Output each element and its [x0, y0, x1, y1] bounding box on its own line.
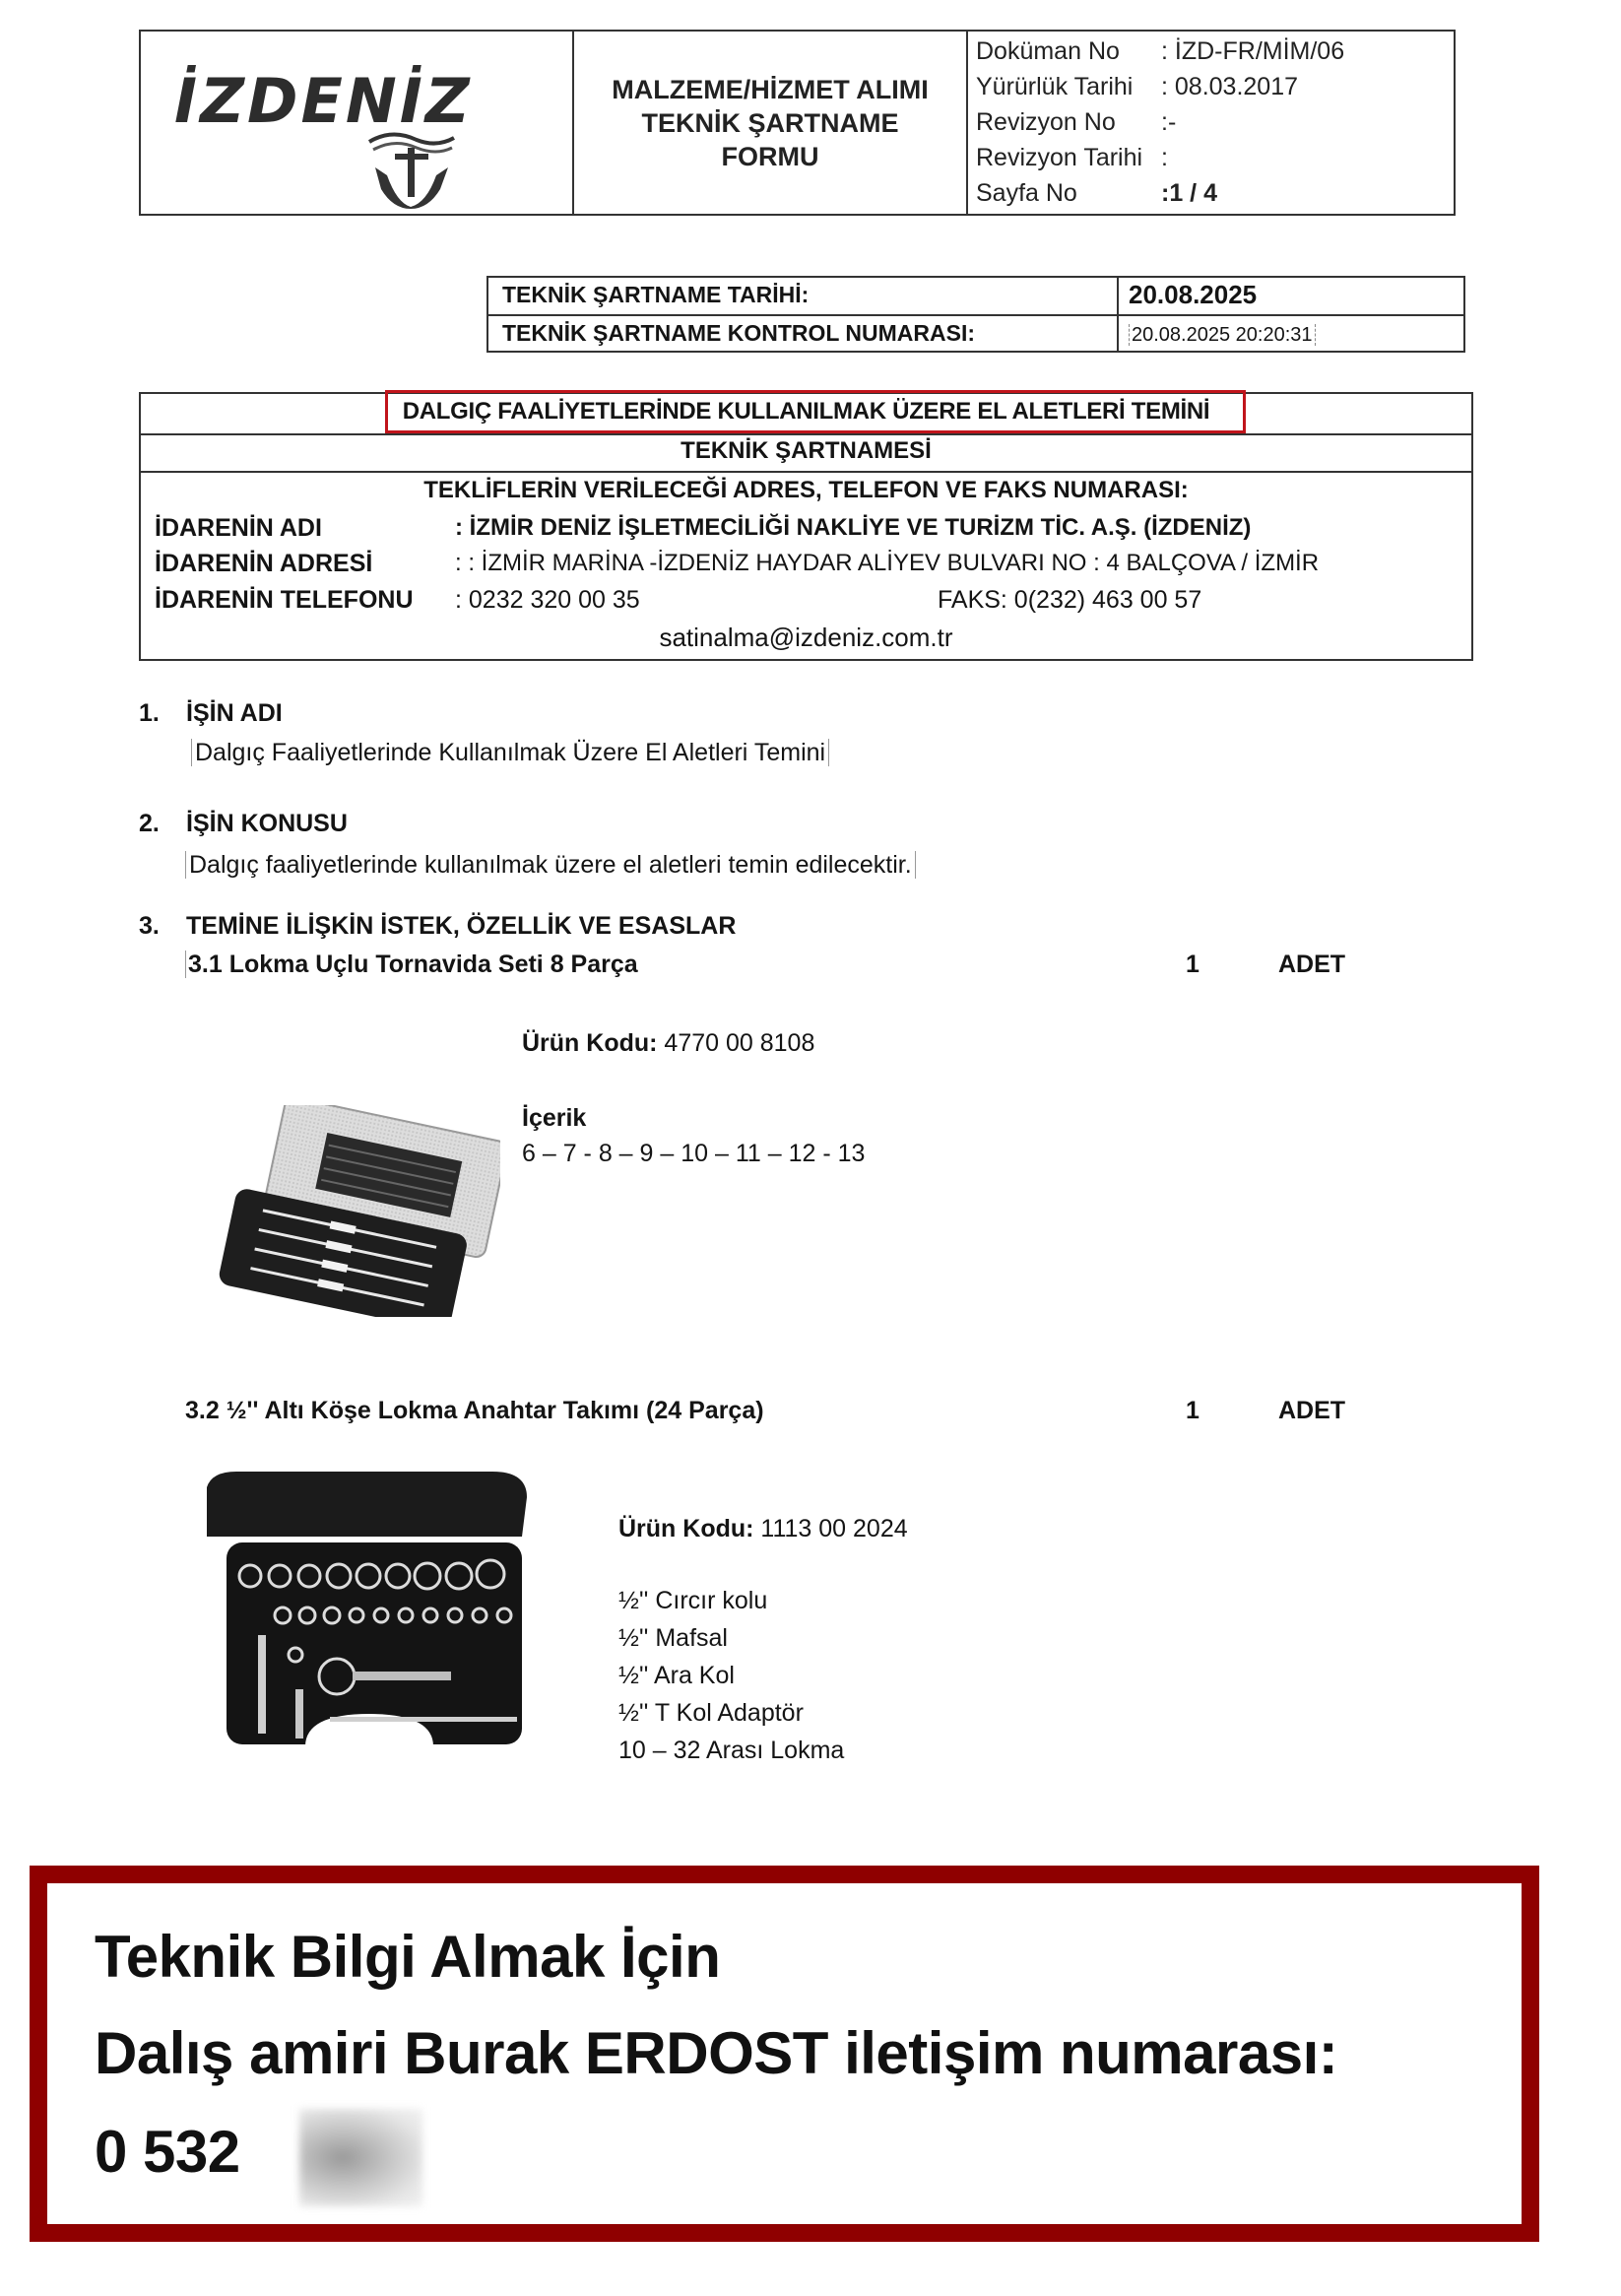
- content-item: ½'' Mafsal: [618, 1624, 728, 1652]
- institution-name-row: [155, 514, 1251, 543]
- institution-name-label: İDARENİN ADI: [155, 514, 322, 542]
- form-title-line-1: MALZEME/HİZMET ALIMI: [612, 74, 929, 104]
- form-title: [574, 32, 968, 214]
- meta-revision-no: Revizyon No :-: [976, 108, 1177, 136]
- meta-revision-date: Revizyon Tarihi :: [976, 144, 1168, 171]
- spec-date-value: 20.08.2025: [1129, 280, 1258, 309]
- institution-phone-value: : 0232 320 00 35: [455, 586, 640, 614]
- company-logo-text: İZDENİZ: [174, 65, 473, 137]
- content-item: ½'' T Kol Adaptör: [618, 1699, 804, 1727]
- item-3-1-unit: ADET: [1278, 951, 1346, 978]
- institution-address-row: [155, 550, 1319, 578]
- item-3-1-title: 3.1 Lokma Uçlu Tornavida Seti 8 Parça: [185, 951, 638, 979]
- institution-info-box: [139, 392, 1473, 661]
- spec-date-row: [488, 278, 1463, 314]
- meta-page-no: Sayfa No :1 / 4: [976, 179, 1217, 207]
- institution-name-value: : İZMİR DENİZ İŞLETMECİLİĞİ NAKLİYE VE TURİZM TİC. A.Ş. (İZDENİZ): [455, 514, 1252, 541]
- address-header: TEKLİFLERİN VERİLECEĞİ ADRES, TELEFON VE FAKS NUMARASI:: [423, 477, 1189, 503]
- form-header-table: [139, 30, 1456, 216]
- institution-phone-label: İDARENİN TELEFONU: [155, 586, 414, 614]
- spec-subtitle: TEKNİK ŞARTNAMESİ: [681, 437, 932, 464]
- content-item: ½'' Ara Kol: [618, 1662, 735, 1689]
- institution-fax: FAKS: 0(232) 463 00 57: [938, 586, 1202, 614]
- spec-title: DALGIÇ FAALİYETLERİNDE KULLANILMAK ÜZERE EL ALETLERİ TEMİNİ: [402, 398, 1210, 425]
- divider: [141, 433, 1471, 435]
- form-title-line-2: TEKNİK ŞARTNAME: [641, 107, 899, 138]
- redacted-phone-blur: [299, 2109, 422, 2206]
- screwdriver-set-image: [215, 1105, 500, 1317]
- document-meta: [968, 32, 1454, 214]
- note-phone-prefix: 0 532: [95, 2119, 240, 2185]
- item-3-2-qty: 1: [1186, 1397, 1200, 1424]
- meta-effective-date: Yürürlük Tarihi : 08.03.2017: [976, 73, 1299, 100]
- note-line-1: Teknik Bilgi Almak İçin: [95, 1924, 721, 1990]
- note-line-2: Dalış amiri Burak ERDOST iletişim numarası:: [95, 2020, 1338, 2086]
- content-item: ½'' Cırcır kolu: [618, 1587, 768, 1614]
- institution-address-value: : : İZMİR MARİNA -İZDENİZ HAYDAR ALİYEV BULVARI NO : 4 BALÇOVA / İZMİR: [455, 550, 1320, 576]
- content-item: 10 – 32 Arası Lokma: [618, 1737, 845, 1764]
- divider: [141, 471, 1471, 473]
- item-3-2-unit: ADET: [1278, 1397, 1346, 1424]
- item-3-2-code: Ürün Kodu: 1113 00 2024: [618, 1515, 908, 1542]
- item-3-1-code: Ürün Kodu: 4770 00 8108: [522, 1029, 815, 1057]
- item-3-2-contents: [618, 1582, 844, 1769]
- institution-email[interactable]: satinalma@izdeniz.com.tr: [659, 623, 953, 652]
- meta-document-no: Doküman No : İZD-FR/MİM/06: [976, 37, 1345, 65]
- item-3-1-contents-label: İçerik: [522, 1104, 587, 1132]
- logo-cell: [141, 32, 574, 214]
- technical-contact-note: [30, 1866, 1539, 2242]
- institution-phone-row: [155, 586, 1201, 615]
- socket-set-image: [197, 1468, 537, 1763]
- anchor-logo-icon: [367, 130, 456, 209]
- section-3-heading: 3. TEMİNE İLİŞKİN İSTEK, ÖZELLİK VE ESASLAR: [139, 912, 737, 940]
- control-no-cell: [1119, 316, 1463, 351]
- control-no-label: TEKNİK ŞARTNAME KONTROL NUMARASI:: [488, 316, 1119, 351]
- form-title-line-3: FORMU: [721, 141, 819, 171]
- section-2-heading: 2. İŞİN KONUSU: [139, 810, 348, 837]
- section-1-heading: 1. İŞİN ADI: [139, 699, 283, 727]
- control-no-value: 20.08.2025 20:20:31: [1129, 324, 1316, 346]
- spec-date-label: TEKNİK ŞARTNAME TARİHİ:: [488, 278, 1119, 314]
- control-no-row: [488, 314, 1463, 351]
- item-3-1-contents: 6 – 7 - 8 – 9 – 10 – 11 – 12 - 13: [522, 1140, 866, 1167]
- spec-dates-table: [486, 276, 1465, 353]
- section-2-body: Dalgıç faaliyetlerinde kullanılmak üzere el aletleri temin edilecektir.: [185, 851, 916, 880]
- item-3-1-qty: 1: [1186, 951, 1200, 978]
- section-1-body: Dalgıç Faaliyetlerinde Kullanılmak Üzere El Aletleri Temini: [191, 739, 829, 767]
- institution-address-label: İDARENİN ADRESİ: [155, 550, 373, 577]
- item-3-2-title: 3.2 ½'' Altı Köşe Lokma Anahtar Takımı (24 Parça): [185, 1397, 764, 1424]
